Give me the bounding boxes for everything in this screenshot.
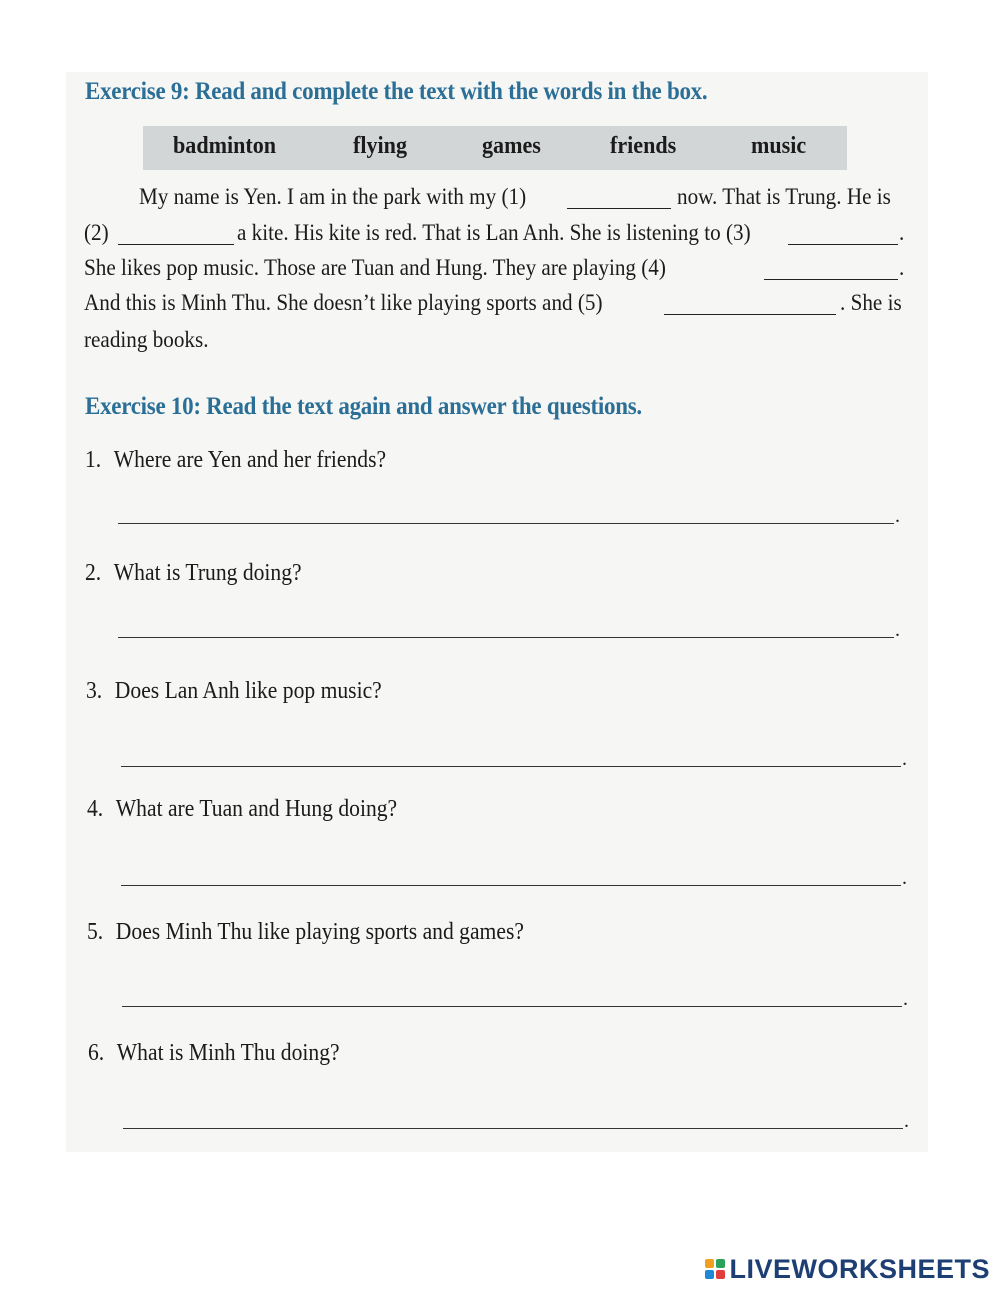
word-badminton: badminton <box>173 133 277 159</box>
question-3 <box>86 678 382 705</box>
word-games: games <box>482 133 541 159</box>
answer-5-period: . <box>903 988 908 1010</box>
blank-4[interactable] <box>764 261 898 280</box>
blank-5[interactable] <box>664 296 836 315</box>
question-6-number: 6. <box>88 1040 105 1066</box>
liveworksheets-logo-text: LIVEWORKSHEETS <box>729 1253 990 1284</box>
question-4 <box>87 796 397 823</box>
blank-1[interactable] <box>567 190 671 209</box>
liveworksheets-logo-icon <box>704 1258 726 1280</box>
question-5 <box>87 919 524 946</box>
question-3-text: Does Lan Anh like pop music? <box>114 678 382 704</box>
question-2-text: What is Trung doing? <box>113 560 302 586</box>
text-line-2c: . <box>899 220 905 246</box>
answer-line-4[interactable] <box>121 885 901 886</box>
word-friends: friends <box>610 133 677 159</box>
text-line-1a: My name is Yen. I am in the park with my (1) <box>139 184 527 210</box>
text-line-5a: reading books. <box>84 327 209 353</box>
question-6 <box>88 1040 340 1067</box>
text-line-2a: (2) <box>84 220 109 246</box>
question-3-number: 3. <box>86 678 103 704</box>
exercise-9-title: Exercise 9: Read and complete the text with the words in the box. <box>85 78 708 105</box>
answer-line-1[interactable] <box>118 523 894 524</box>
answer-line-5[interactable] <box>122 1006 902 1007</box>
answer-2-period: . <box>895 619 900 641</box>
text-line-1b: now. That is Trung. He is <box>677 184 891 210</box>
answer-3-period: . <box>902 748 907 770</box>
question-2-number: 2. <box>85 560 102 586</box>
text-line-2b: a kite. His kite is red. That is Lan Anh. She is listening to (3) <box>237 220 751 246</box>
answer-line-2[interactable] <box>118 637 894 638</box>
liveworksheets-logo[interactable] <box>704 1252 990 1286</box>
word-flying: flying <box>353 133 407 159</box>
question-5-number: 5. <box>87 919 104 945</box>
question-5-text: Does Minh Thu like playing sports and games? <box>115 919 524 945</box>
text-line-4a: And this is Minh Thu. She doesn’t like playing sports and (5) <box>84 290 603 316</box>
question-1-text: Where are Yen and her friends? <box>113 447 387 473</box>
question-1 <box>85 447 386 474</box>
answer-4-period: . <box>902 867 907 889</box>
answer-6-period: . <box>904 1110 909 1132</box>
question-4-text: What are Tuan and Hung doing? <box>115 796 398 822</box>
text-line-3a: She likes pop music. Those are Tuan and Hung. They are playing (4) <box>84 255 666 281</box>
exercise-10-title: Exercise 10: Read the text again and answer the questions. <box>85 393 642 420</box>
text-line-4b: . She is <box>840 290 902 316</box>
question-1-number: 1. <box>85 447 102 473</box>
blank-3[interactable] <box>788 226 898 245</box>
blank-2[interactable] <box>118 226 234 245</box>
answer-line-3[interactable] <box>121 766 901 767</box>
word-music: music <box>751 133 807 159</box>
answer-line-6[interactable] <box>123 1128 903 1129</box>
question-6-text: What is Minh Thu doing? <box>116 1040 340 1066</box>
answer-1-period: . <box>895 505 900 527</box>
text-line-3b: . <box>899 255 905 281</box>
question-4-number: 4. <box>87 796 104 822</box>
question-2 <box>85 560 302 587</box>
